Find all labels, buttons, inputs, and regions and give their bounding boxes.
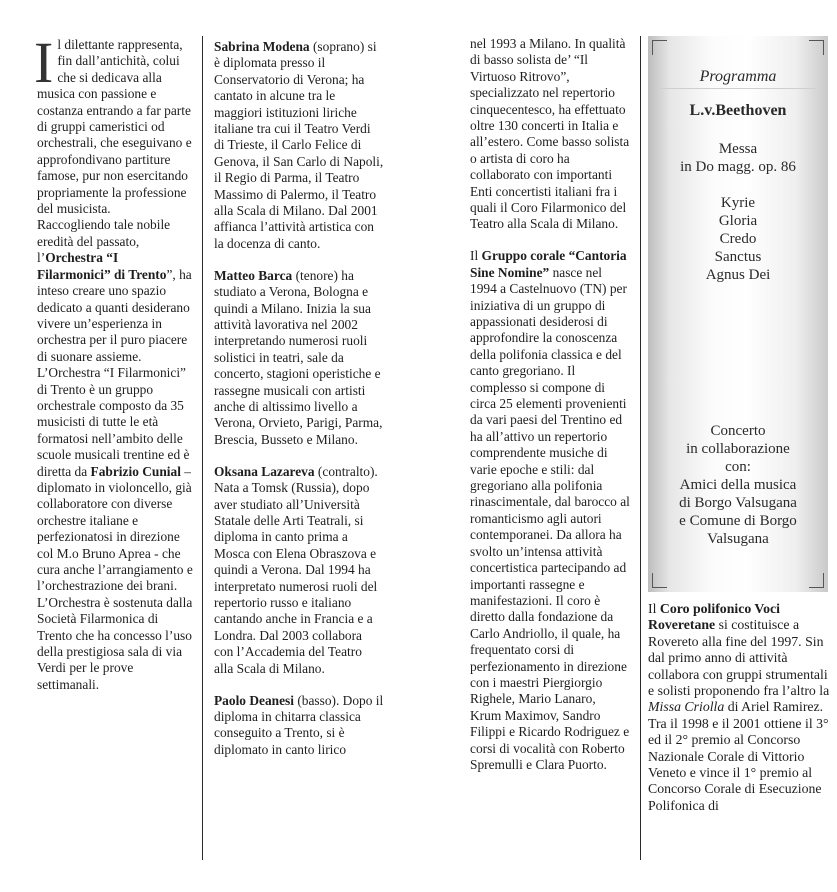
rovereto-choir-paragraph: [648, 601, 830, 814]
soloist-bio: (soprano) si è diplomata presso il Conservatorio di Verona; ha cantato in alcune tra le maggiori istituzioni liriche italiane tra cui il Teatro Verdi di Trieste, il Carlo Felice di Genova, il San Carlo di Napoli, il Regio di Parma, il Teatro Massimo di Palermo, il Teatro alla Scala di Milano. Dal 2001 affianca l’attività artistica con la docenza di canto.: [214, 39, 384, 251]
column-soloists: [214, 39, 384, 774]
heritage-text: Raccogliendo tale nobile eredità del passato, l’: [37, 217, 171, 266]
program-panel: [648, 36, 828, 592]
credits-line: Amici della musica: [679, 477, 797, 493]
orchestra-intro-paragraph: [34, 30, 195, 693]
choir-description: si costituisce a Rovereto alla fine del 1997. Sin dal primo anno di attività collabora con gruppi strumentali e solisti proponendo fra l’altro la: [648, 617, 830, 699]
panel-corner-ornament: [652, 573, 667, 588]
soloist-name: Oksana Lazareva: [214, 463, 315, 479]
composer-name: L.v.Beethoven: [689, 102, 787, 119]
choir-description: nasce nel 1994 a Castelnuovo (TN) per iniziativa di un gruppo di appassionati desiderosi di approfondire la conoscenza della polifonia classica e del canto gregoriano. Il complesso si compone di circa 25 elementi provenienti da vari paesi del Trentino ed ha all’attivo un repertorio comprendente musiche di varie epoche e stili: dal gregoriano alla polifonia rinascimentale, dal barocco al romanticismo agli autori contemporanei. Da allora ha svolto un’intensa attività concertistica partecipando ad importanti rassegne e manifestazioni. Il coro è diretto dalla fondazione da Carlo Andriollo, il quale, ha frequentato corsi di perfezionamento in direzione con i maestri Piergiorgio Righele, Mario Lanaro, Krum Maximov, Sandro Filippi e Ricardo Rodriguez e corsi di vocalità con Roberto Spremulli e Clara Puorto.: [470, 264, 630, 772]
concert-credits: [648, 422, 828, 548]
bio-matteo-barca: [214, 268, 384, 448]
choir-name: Gruppo corale “Cantoria Sine Nomine”: [470, 248, 627, 280]
work-title-line: in Do magg. op. 86: [680, 159, 796, 175]
bio-oksana-lazareva: [214, 464, 384, 677]
credits-line: e Comune di Borgo: [679, 513, 797, 529]
heritage-text-end: ”, ha inteso creare uno spazio dedicato a quanti desiderano vivere un’esperienza in orchestra per il puro piacere di suonare assieme.: [37, 266, 192, 364]
program-title: Programma: [699, 68, 777, 85]
drop-cap: I: [34, 30, 54, 95]
choir-article: Il: [470, 248, 482, 264]
work-title: [648, 140, 828, 176]
work-title-italic: Missa Criolla: [648, 699, 725, 715]
column-choir: [470, 36, 630, 789]
panel-corner-ornament: [809, 40, 824, 55]
panel-corner-ornament: [809, 573, 824, 588]
soloist-bio: (basso). Dopo il diploma in chitarra classica conseguito a Trento, si è diplomato in canto lirico: [214, 692, 384, 757]
movement-item: Kyrie: [720, 195, 756, 211]
soloist-bio: (contralto). Nata a Tomsk (Russia), dopo aver studiato all’Università Statale delle Arti Teatrali, si diploma in canto prima a Mosca con Elena Obraszova e quindi a Verona. Dal 1994 ha interpretato numerosi ruoli del repertorio russo e italiano cantando anche in Francia e a Londra. Dal 2003 collabora con l’Accademia del Teatro alla Scala di Milano.: [214, 463, 378, 676]
credits-line: con:: [725, 459, 751, 475]
column-divider: [640, 36, 641, 860]
director-name: Fabrizio Cunial: [90, 463, 181, 479]
orchestra-description: L’Orchestra “I Filarmonici” di Trento è un gruppo orchestrale composto da 35 musicisti di tutte le età formatosi nell’ambito delle scuole musicali trentine ed è diretta da: [37, 365, 190, 479]
credits-line: Valsugana: [707, 531, 769, 547]
continuation-text: nel 1993 a Milano. In qualità di basso solista de’ “Il Virtuoso Ritrovo”, specializzato nel repertorio cinquecentesco, ha effettuato oltre 130 concerti in Italia e all’estero. Come basso solista o artista di coro ha collaborato con importanti Enti concertisti italiani fra i quali il Coro Filarmonico del Teatro alla Scala di Milano.: [470, 36, 630, 232]
choir-paragraph: [470, 248, 630, 773]
movement-item: Sanctus: [714, 249, 762, 265]
movement-item: Credo: [719, 231, 757, 247]
column-rovereto-choir: [648, 601, 830, 830]
soloist-bio: (tenore) ha studiato a Verona, Bologna e quindi a Milano. Inizia la sua attività lavorativa nel 2002 interpretando numerosi ruoli solistici in teatri, sale da concerto, stagioni operistiche e rassegne musicali con artisti anche di altissimo livello a Verona, Orvieto, Parigi, Parma, Brescia, Busseto e Milano.: [214, 267, 383, 447]
movement-list: [648, 194, 828, 284]
choir-article: Il: [648, 601, 660, 616]
soloist-name: Matteo Barca: [214, 267, 293, 283]
credits-line: Concerto: [710, 423, 766, 439]
orchestra-name: Orchestra “I Filarmonici” di Trento: [37, 250, 167, 282]
work-title-line: Messa: [718, 141, 758, 157]
panel-corner-ornament: [652, 40, 667, 55]
column-divider: [202, 36, 203, 860]
bio-sabrina-modena: [214, 39, 384, 252]
choir-description-end: di Ariel Ramirez. Tra il 1998 e il 2001 ottiene il 3° ed il 2° premio al Concorso Nazionale Corale di Vittorio Veneto e vince il 1° premio al Concorso Corale di Esecuzione Polifonica di: [648, 699, 829, 813]
intro-text: l dilettante rappresenta, fin dall’antichità, colui che si dedicava alla musica con passione e costanza entrando a far parte di gruppi cameristici od orchestrali, che eseguivano e approfondivano partiture famose, pur non esercitando propriamente la professione del musicista.: [37, 37, 192, 217]
soloist-name: Paolo Deanesi: [214, 692, 294, 708]
column-orchestra: [34, 30, 195, 709]
director-bio: – diplomato in violoncello, già collaboratore con diverse orchestre italiane e perfezionatosi in direzione col M.o Bruno Aprea - che cura anche l’arrangiamento e l’orchestrazione dei brani. L’Orchestra è sostenuta dalla Società Filarmonica di Trento che ha concesso l’uso della prestigiosa sala di via Verdi per le prove settimanali.: [37, 463, 193, 692]
credits-line: in collaborazione: [686, 441, 790, 457]
choir-name: Coro polifonico Voci Roveretane: [648, 601, 780, 633]
movement-item: Gloria: [718, 213, 758, 229]
bio-continuation: [470, 36, 630, 233]
credits-line: di Borgo Valsugana: [679, 495, 797, 511]
soloist-name: Sabrina Modena: [214, 39, 310, 54]
bio-paolo-deanesi: [214, 693, 384, 759]
movement-item: Agnus Dei: [705, 267, 771, 283]
title-underline: [660, 88, 816, 89]
